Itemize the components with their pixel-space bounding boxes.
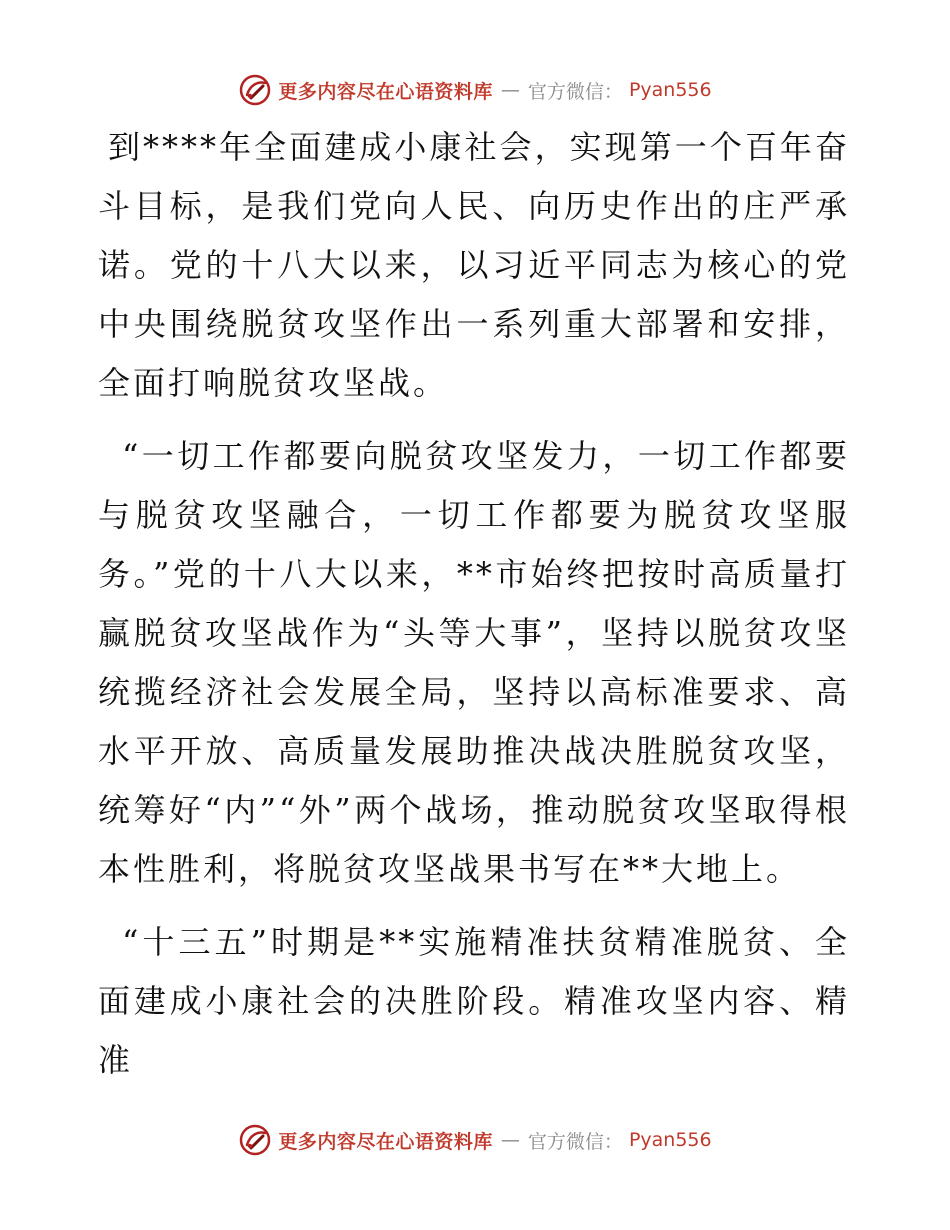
paragraph-1: 到****年全面建成小康社会，实现第一个百年奋斗目标，是我们党向人民、向历史作出的庄严承诺。党的十八大以来，以习近平同志为核心的党中央围绕脱贫攻坚作出一系列重大部署和安排，全面打响脱贫攻坚战。: [98, 128, 850, 402]
watermark-label: 官方微信：: [527, 1130, 623, 1153]
document-body: [98, 118, 850, 1090]
header-watermark: [0, 70, 950, 110]
watermark-separator: —: [500, 1129, 520, 1151]
watermark-wechat-id: Pyan556: [628, 79, 712, 101]
logo-icon: [238, 1123, 272, 1157]
footer-watermark: [0, 1120, 950, 1160]
paragraph-2: “一切工作都要向脱贫攻坚发力，一切工作都要与脱贫攻坚融合，一切工作都要为脱贫攻坚服务。”党的十八大以来，**市始终把按时高质量打赢脱贫攻坚战作为“头等大事”，坚持以脱贫攻坚统揽经济社会发展全局，坚持以高标准要求、高水平开放、高质量发展助推决战决胜脱贫攻坚，统筹好“内”“外”两个战场，推动脱贫攻坚取得根本性胜利，将脱贫攻坚战果书写在**大地上。: [98, 437, 850, 888]
logo-icon: [238, 73, 272, 107]
watermark-text: 更多内容尽在心语资料库: [278, 1130, 493, 1153]
watermark-separator: —: [500, 79, 520, 101]
watermark-label: 官方微信：: [527, 80, 623, 103]
watermark-text: 更多内容尽在心语资料库: [278, 80, 493, 103]
paragraph-3: “十三五”时期是**实施精准扶贫精准脱贫、全面建成小康社会的决胜阶段。精准攻坚内容、精准: [98, 923, 850, 1079]
watermark-wechat-id: Pyan556: [628, 1129, 712, 1151]
